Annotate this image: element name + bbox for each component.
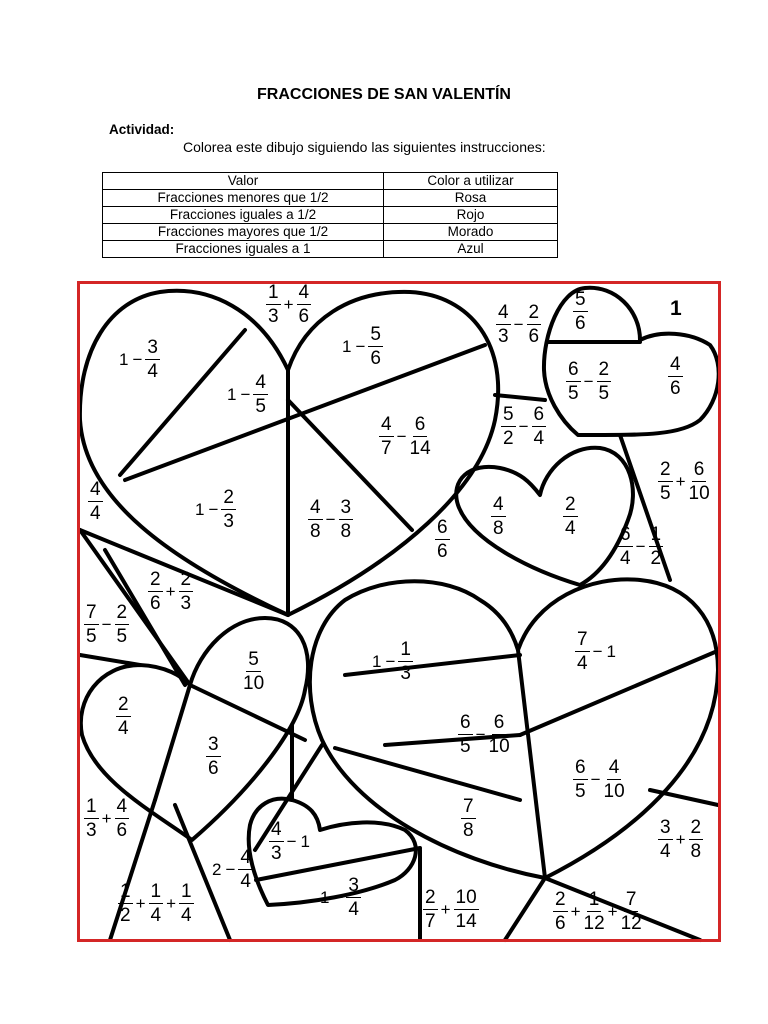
operator: − bbox=[385, 652, 396, 671]
fraction-expression bbox=[657, 818, 704, 861]
denominator: 5 bbox=[575, 781, 586, 802]
operator: + bbox=[135, 894, 146, 913]
denominator: 10 bbox=[243, 673, 265, 694]
operator: + bbox=[607, 902, 618, 921]
fraction bbox=[118, 882, 133, 925]
denominator: 5 bbox=[86, 626, 97, 647]
numerator: 2 bbox=[116, 602, 128, 623]
denominator: 4 bbox=[181, 905, 192, 926]
whole-number: 1 bbox=[342, 337, 352, 356]
fraction bbox=[584, 890, 605, 933]
denominator: 4 bbox=[620, 548, 631, 569]
fraction bbox=[269, 820, 284, 863]
fraction bbox=[668, 355, 683, 398]
fraction bbox=[379, 415, 394, 458]
denominator: 3 bbox=[86, 820, 97, 841]
operator: + bbox=[283, 295, 294, 314]
fraction bbox=[621, 890, 642, 933]
denominator: 2 bbox=[503, 428, 514, 449]
fraction-expression bbox=[500, 405, 547, 448]
fraction bbox=[649, 525, 664, 568]
fraction bbox=[238, 848, 253, 891]
denominator: 6 bbox=[575, 313, 586, 334]
whole-number: 1 bbox=[195, 500, 205, 519]
numerator: 2 bbox=[690, 817, 702, 838]
whole-number: 2 bbox=[212, 860, 222, 879]
denominator: 3 bbox=[400, 663, 411, 684]
fraction bbox=[618, 525, 633, 568]
fraction-expression bbox=[83, 797, 130, 840]
denominator: 5 bbox=[255, 396, 266, 417]
denominator: 4 bbox=[147, 361, 158, 382]
fraction bbox=[532, 405, 547, 448]
numerator: 1 bbox=[588, 889, 600, 910]
fraction bbox=[308, 498, 323, 541]
numerator: 6 bbox=[620, 524, 631, 545]
numerator: 4 bbox=[116, 796, 128, 817]
denominator: 3 bbox=[223, 511, 234, 532]
fraction bbox=[575, 630, 590, 673]
denominator: 5 bbox=[116, 626, 128, 647]
operator: − bbox=[132, 350, 143, 369]
fraction bbox=[149, 882, 164, 925]
fraction bbox=[398, 640, 413, 683]
numerator: 1 bbox=[150, 881, 162, 902]
fraction-expression bbox=[210, 848, 254, 891]
fraction-expression bbox=[265, 283, 312, 326]
page-title: FRACCIONES DE SAN VALENTÍN bbox=[257, 86, 511, 103]
fraction bbox=[410, 415, 431, 458]
denominator: 5 bbox=[598, 383, 610, 404]
fraction-expression bbox=[422, 888, 480, 931]
whole-number: 1 bbox=[300, 832, 310, 851]
fraction bbox=[573, 758, 588, 801]
denominator: 4 bbox=[660, 841, 671, 862]
operator: − bbox=[396, 427, 407, 446]
operator: + bbox=[675, 830, 686, 849]
fraction bbox=[116, 695, 131, 738]
fraction bbox=[423, 888, 438, 931]
legend-color: Rojo bbox=[384, 207, 558, 224]
fraction bbox=[597, 360, 612, 403]
numerator: 7 bbox=[577, 629, 588, 650]
operator: − bbox=[592, 642, 603, 661]
operator: − bbox=[333, 888, 344, 907]
denominator: 7 bbox=[425, 911, 436, 932]
fraction-expression bbox=[572, 290, 589, 333]
numerator: 4 bbox=[240, 847, 251, 868]
numerator: 6 bbox=[414, 414, 426, 435]
corner-number: 1 bbox=[670, 297, 682, 320]
denominator: 8 bbox=[690, 841, 702, 862]
legend-color: Azul bbox=[384, 241, 558, 258]
operator: − bbox=[518, 417, 529, 436]
fraction bbox=[115, 603, 130, 646]
fraction-expression bbox=[205, 735, 222, 778]
fraction bbox=[458, 713, 473, 756]
fraction bbox=[88, 480, 103, 523]
fraction bbox=[84, 797, 99, 840]
fraction-expression bbox=[370, 640, 414, 683]
denominator: 6 bbox=[555, 913, 566, 934]
numerator: 2 bbox=[150, 569, 161, 590]
numerator: 4 bbox=[493, 494, 504, 515]
fraction bbox=[496, 303, 511, 346]
numerator: 5 bbox=[248, 649, 259, 670]
numerator: 1 bbox=[181, 881, 192, 902]
numerator: 3 bbox=[208, 734, 219, 755]
denominator: 14 bbox=[455, 911, 477, 932]
denominator: 6 bbox=[437, 541, 448, 562]
fraction-expression bbox=[83, 603, 130, 646]
numerator: 6 bbox=[460, 712, 471, 733]
denominator: 4 bbox=[348, 899, 359, 920]
numerator: 1 bbox=[400, 639, 411, 660]
denominator: 6 bbox=[150, 593, 161, 614]
numerator: 1 bbox=[86, 796, 97, 817]
denominator: 8 bbox=[340, 521, 352, 542]
denominator: 4 bbox=[533, 428, 545, 449]
fraction bbox=[179, 570, 194, 613]
denominator: 4 bbox=[150, 905, 162, 926]
fraction bbox=[566, 360, 581, 403]
numerator: 6 bbox=[493, 712, 505, 733]
operator: + bbox=[101, 809, 112, 828]
numerator: 5 bbox=[575, 289, 586, 310]
denominator: 3 bbox=[498, 326, 509, 347]
fraction-expression bbox=[147, 570, 194, 613]
fraction bbox=[266, 283, 281, 326]
numerator: 7 bbox=[463, 796, 474, 817]
denominator: 14 bbox=[409, 438, 431, 459]
denominator: 5 bbox=[660, 483, 671, 504]
numerator: 2 bbox=[660, 459, 671, 480]
numerator: 2 bbox=[528, 302, 540, 323]
operator: − bbox=[286, 832, 297, 851]
numerator: 4 bbox=[298, 282, 310, 303]
fraction-expression bbox=[340, 325, 384, 368]
denominator: 10 bbox=[688, 483, 710, 504]
legend-value: Fracciones mayores que 1/2 bbox=[103, 224, 384, 241]
operator: − bbox=[208, 500, 219, 519]
fraction bbox=[501, 405, 516, 448]
fraction bbox=[148, 570, 163, 613]
fraction-expression bbox=[268, 820, 312, 863]
fraction bbox=[179, 882, 194, 925]
fraction-expression bbox=[378, 415, 432, 458]
fraction-expression bbox=[87, 480, 104, 523]
numerator: 6 bbox=[575, 757, 586, 778]
operator: + bbox=[166, 894, 177, 913]
fraction bbox=[145, 338, 160, 381]
numerator: 2 bbox=[180, 569, 192, 590]
operator: − bbox=[240, 385, 251, 404]
numerator: 3 bbox=[660, 817, 671, 838]
fraction bbox=[658, 460, 673, 503]
fraction bbox=[435, 518, 450, 561]
operator: − bbox=[513, 315, 524, 334]
whole-number: 1 bbox=[227, 385, 237, 404]
numerator: 4 bbox=[381, 414, 392, 435]
numerator: 1 bbox=[120, 881, 131, 902]
denominator: 5 bbox=[460, 736, 471, 757]
fraction bbox=[573, 290, 588, 333]
denominator: 4 bbox=[118, 718, 129, 739]
fraction bbox=[461, 797, 476, 840]
operator: + bbox=[440, 900, 451, 919]
numerator: 5 bbox=[503, 404, 514, 425]
fraction-expression bbox=[460, 797, 477, 840]
numerator: 2 bbox=[425, 887, 436, 908]
legend-value: Fracciones iguales a 1 bbox=[103, 241, 384, 258]
fraction bbox=[553, 890, 568, 933]
fraction bbox=[489, 713, 510, 756]
fraction bbox=[206, 735, 221, 778]
whole-number: 1 bbox=[606, 642, 616, 661]
fraction-expression bbox=[657, 460, 711, 503]
fraction-expression bbox=[617, 525, 664, 568]
operator: − bbox=[225, 860, 236, 879]
numerator: 7 bbox=[625, 889, 637, 910]
numerator: 3 bbox=[340, 497, 352, 518]
denominator: 8 bbox=[493, 518, 504, 539]
fraction-expression bbox=[225, 373, 269, 416]
fraction bbox=[689, 460, 710, 503]
fraction-expression bbox=[490, 495, 507, 538]
fraction bbox=[604, 758, 625, 801]
denominator: 6 bbox=[208, 758, 219, 779]
denominator: 3 bbox=[268, 306, 279, 327]
legend-color: Rosa bbox=[384, 190, 558, 207]
operator: − bbox=[635, 537, 646, 556]
denominator: 10 bbox=[603, 781, 625, 802]
numerator: 4 bbox=[90, 479, 101, 500]
fraction bbox=[563, 495, 578, 538]
fraction-expression bbox=[193, 488, 237, 531]
denominator: 8 bbox=[463, 820, 474, 841]
fraction bbox=[368, 325, 383, 368]
fraction-expression bbox=[117, 338, 161, 381]
denominator: 12 bbox=[583, 913, 605, 934]
denominator: 5 bbox=[568, 383, 579, 404]
fraction bbox=[689, 818, 704, 861]
activity-label: Actividad: bbox=[109, 122, 175, 137]
fraction-expression bbox=[242, 650, 265, 693]
legend-value: Fracciones menores que 1/2 bbox=[103, 190, 384, 207]
whole-number: 1 bbox=[372, 652, 382, 671]
denominator: 3 bbox=[180, 593, 192, 614]
fraction bbox=[297, 283, 312, 326]
fraction-expression bbox=[495, 303, 542, 346]
numerator: 2 bbox=[598, 359, 610, 380]
fraction bbox=[339, 498, 354, 541]
operator: − bbox=[475, 725, 486, 744]
operator: − bbox=[590, 770, 601, 789]
fraction bbox=[346, 876, 361, 919]
legend-color: Morado bbox=[384, 224, 558, 241]
whole-number: 1 bbox=[320, 888, 330, 907]
numerator: 2 bbox=[118, 694, 129, 715]
numerator: 4 bbox=[608, 757, 620, 778]
denominator: 10 bbox=[488, 736, 510, 757]
fraction-expression bbox=[552, 890, 643, 933]
operator: + bbox=[165, 582, 176, 601]
denominator: 4 bbox=[90, 503, 101, 524]
denominator: 2 bbox=[650, 548, 662, 569]
denominator: 4 bbox=[577, 653, 588, 674]
numerator: 2 bbox=[555, 889, 566, 910]
numerator: 7 bbox=[86, 602, 97, 623]
denominator: 6 bbox=[298, 306, 310, 327]
legend-header-value: Valor bbox=[103, 173, 384, 190]
numerator: 10 bbox=[455, 887, 477, 908]
numerator: 6 bbox=[533, 404, 545, 425]
operator: − bbox=[355, 337, 366, 356]
fraction bbox=[527, 303, 542, 346]
numerator: 6 bbox=[568, 359, 579, 380]
numerator: 4 bbox=[255, 372, 266, 393]
fraction bbox=[115, 797, 130, 840]
denominator: 2 bbox=[120, 905, 131, 926]
fraction-expression bbox=[457, 713, 511, 756]
fraction bbox=[243, 650, 264, 693]
fraction bbox=[84, 603, 99, 646]
whole-number: 1 bbox=[119, 350, 129, 369]
fraction-expression bbox=[117, 882, 195, 925]
fraction bbox=[221, 488, 236, 531]
operator: + bbox=[570, 902, 581, 921]
fraction-expression bbox=[572, 758, 626, 801]
denominator: 8 bbox=[310, 521, 321, 542]
numerator: 1 bbox=[650, 524, 662, 545]
numerator: 4 bbox=[310, 497, 321, 518]
numerator: 4 bbox=[670, 354, 681, 375]
fraction-expression bbox=[562, 495, 579, 538]
numerator: 6 bbox=[437, 517, 448, 538]
denominator: 3 bbox=[271, 843, 282, 864]
fraction bbox=[454, 888, 479, 931]
denominator: 4 bbox=[565, 518, 576, 539]
denominator: 12 bbox=[620, 913, 642, 934]
fraction bbox=[491, 495, 506, 538]
numerator: 5 bbox=[370, 324, 381, 345]
legend-header-color: Color a utilizar bbox=[384, 173, 558, 190]
operator: + bbox=[675, 472, 686, 491]
fraction-expression bbox=[565, 360, 612, 403]
numerator: 3 bbox=[147, 337, 158, 358]
denominator: 7 bbox=[381, 438, 392, 459]
fraction-expression bbox=[434, 518, 451, 561]
numerator: 6 bbox=[693, 459, 705, 480]
denominator: 6 bbox=[116, 820, 128, 841]
denominator: 6 bbox=[528, 326, 540, 347]
numerator: 4 bbox=[498, 302, 509, 323]
fraction bbox=[658, 818, 673, 861]
fraction-expression bbox=[318, 876, 362, 919]
fraction-expression bbox=[115, 695, 132, 738]
denominator: 6 bbox=[370, 348, 381, 369]
denominator: 4 bbox=[240, 871, 251, 892]
activity-instructions: Colorea este dibujo siguiendo las siguientes instrucciones: bbox=[183, 139, 546, 155]
numerator: 2 bbox=[565, 494, 576, 515]
fraction-expression bbox=[307, 498, 354, 541]
fraction bbox=[253, 373, 268, 416]
fraction-expression bbox=[667, 355, 684, 398]
numerator: 1 bbox=[268, 282, 279, 303]
operator: − bbox=[325, 510, 336, 529]
operator: − bbox=[583, 372, 594, 391]
numerator: 4 bbox=[271, 819, 282, 840]
numerator: 3 bbox=[348, 875, 359, 896]
operator: − bbox=[101, 615, 112, 634]
numerator: 2 bbox=[223, 487, 234, 508]
legend-value: Fracciones iguales a 1/2 bbox=[103, 207, 384, 224]
fraction-expression bbox=[574, 630, 618, 673]
denominator: 6 bbox=[670, 378, 681, 399]
